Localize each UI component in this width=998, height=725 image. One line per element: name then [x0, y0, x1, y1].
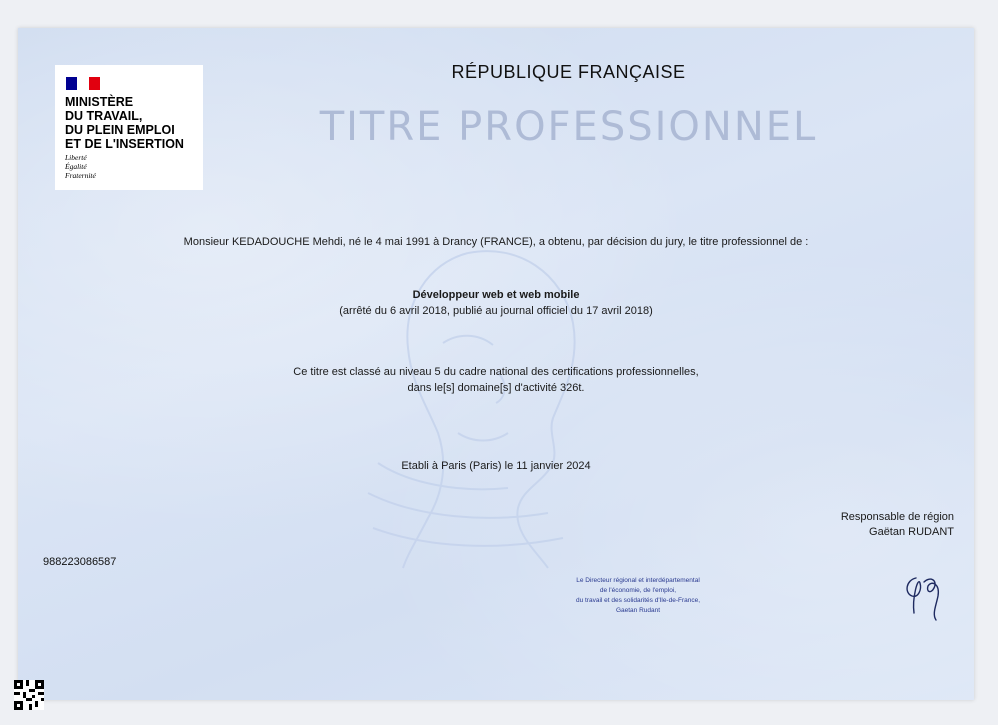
certificate-sheet — [18, 28, 974, 700]
stamp-line-4: Gaetan Rudant — [615, 607, 661, 614]
stamp-line-3: du travail et des solidarités d'Ile-de-France, — [575, 597, 701, 604]
decree-reference: (arrêté du 6 avril 2018, publié au journal officiel du 17 avril 2018) — [339, 305, 653, 317]
republic-motto: Liberté Égalité Fraternité — [65, 153, 96, 180]
marianne-watermark — [348, 233, 608, 573]
level-line-1: Ce titre est classé au niveau 5 du cadre national des certifications professionnelles, — [293, 366, 699, 378]
handwritten-signature — [898, 568, 958, 623]
certificate-number: 988223086587 — [43, 556, 117, 568]
recipient-statement: Monsieur KEDADOUCHE Mehdi, né le 4 mai 1991 à Drancy (FRANCE), a obtenu, par décision du jury, le titre professionnel de : — [183, 236, 809, 248]
ministry-name: MINISTÈRE DU TRAVAIL, DU PLEIN EMPLOI ET DE L'INSERTION — [65, 95, 184, 151]
certificate-title: TITRE PROFESSIONNEL — [319, 104, 818, 150]
diploma-name: Développeur web et web mobile — [412, 289, 580, 301]
stamp-line-2: de l'économie, de l'emploi, — [599, 587, 677, 594]
director-stamp — [518, 576, 758, 616]
republic-heading: RÉPUBLIQUE FRANÇAISE — [451, 62, 686, 82]
stamp-line-1: Le Directeur régional et interdépartemental — [576, 577, 700, 584]
signatory-name: Gaëtan RUDANT — [869, 526, 954, 538]
qr-code-icon — [14, 680, 44, 710]
place-and-date: Etabli à Paris (Paris) le 11 janvier 2024 — [401, 460, 591, 472]
level-line-2: dans le[s] domaine[s] d'activité 326t. — [407, 382, 585, 394]
signatory-role: Responsable de région — [840, 511, 954, 523]
